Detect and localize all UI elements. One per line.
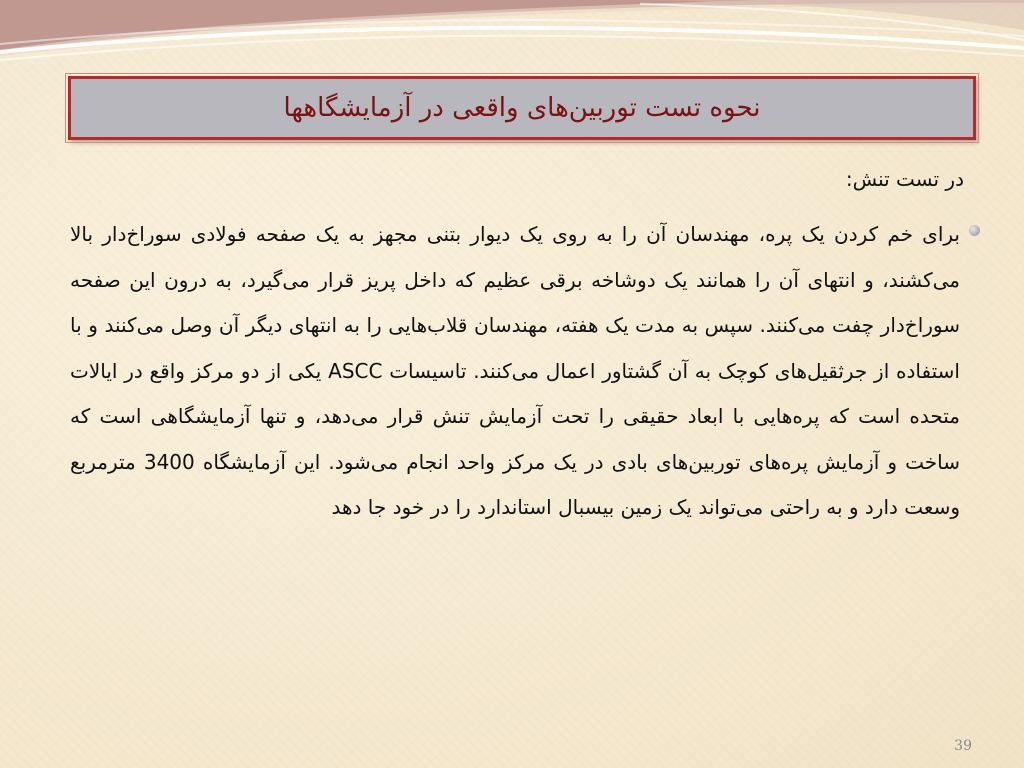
- title-bar: [68, 76, 976, 140]
- page-number: 39: [954, 738, 972, 754]
- bullet-paragraph: برای خم کردن یک پره، مهندسان آن را به روی یک دیوار بتنی مجهز به یک صفحه فولادی سوراخ‌دار بالا می‌کشند، و انتهای آن را همانند یک دوشاخه برقی عظیم که داخل پریز قرار می‌گیرد، به درون این صفحه سوراخ‌دار چفت می‌کنند. سپس به مدت یک هفته، مهندسان قلاب‌هایی را به انتهای دیگر آن وصل می‌کنند و با استفاده از جرثقیل‌های کوچک به آن گشتاور اعمال می‌کنند. تاسیسات ASCC یکی از دو مرکز واقع در ایالات متحده است که پره‌هایی با ابعاد حقیقی را تحت آزمایش تنش قرار می‌دهد، و تنها آزمایشگاهی است که ساخت و آزمایش پره‌های توربین‌های بادی در یک مرکز واحد انجام می‌شود. این آزمایشگاه 3400 مترمربع وسعت دارد و به راحتی می‌تواند یک زمین بیسبال استاندارد را در خود جا دهد: [70, 222, 960, 519]
- section-subheading: در تست تنش:: [845, 167, 964, 191]
- bullet-item: [70, 212, 960, 531]
- slide-title: نحوه تست توربین‌های واقعی در آزمایشگاهها: [283, 93, 761, 123]
- round-gray-bullet-icon: [969, 225, 980, 236]
- decorative-swoosh: [0, 0, 1024, 80]
